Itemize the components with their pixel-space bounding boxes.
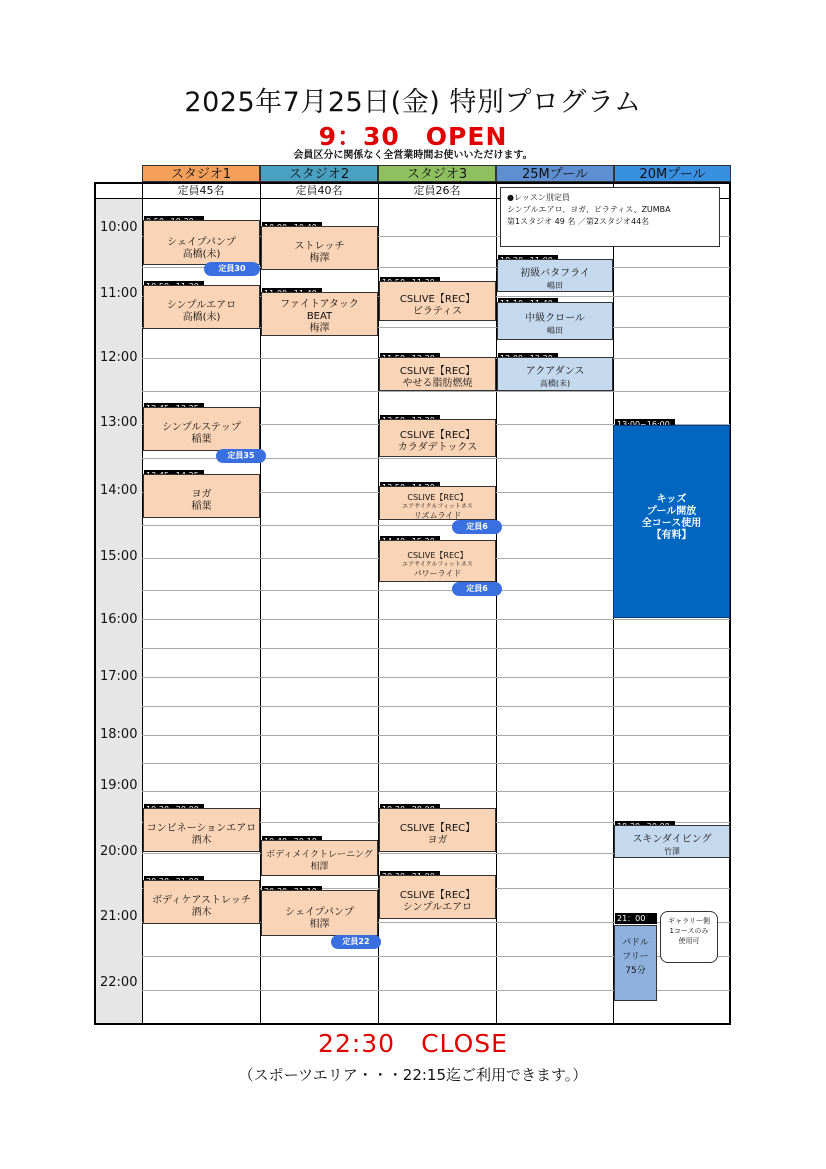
- class-name: CSLIVE【REC】: [407, 551, 468, 560]
- class-name: ストレッチ: [294, 241, 345, 252]
- class-block[interactable]: [143, 880, 260, 924]
- paddle-line: パドル: [622, 938, 649, 948]
- class-block[interactable]: [143, 285, 260, 329]
- capacity-studio2: 定員40名: [295, 184, 343, 197]
- hour-label: 14:00: [100, 483, 138, 498]
- hour-label: 20:00: [100, 844, 138, 859]
- column-header-studio3: スタジオ3: [378, 165, 496, 182]
- class-block[interactable]: [379, 419, 496, 457]
- class-name: CSLIVE【REC】: [399, 294, 476, 305]
- footer-note: （スポーツエリア・・・22:15迄ご利用できます。）: [238, 1066, 588, 1084]
- class-block[interactable]: [379, 281, 496, 321]
- page-title: 2025年7月25日(金) 特別プログラム: [184, 87, 642, 118]
- class-block[interactable]: [379, 875, 496, 919]
- class-instructor: 高橋(未): [182, 249, 221, 260]
- class-name: ボディメイクトレーニング: [266, 850, 373, 860]
- class-block[interactable]: [379, 486, 496, 520]
- class-block[interactable]: [379, 357, 496, 391]
- class-block[interactable]: [379, 540, 496, 582]
- grid-line: [142, 619, 730, 620]
- grid-line: [142, 677, 730, 678]
- capacity-studio1: 定員45名: [177, 184, 225, 197]
- lesson-capacity-note: [500, 187, 720, 247]
- class-block[interactable]: [261, 292, 378, 336]
- lesson-note-line: ●レッスン別定員: [507, 193, 570, 202]
- class-instructor: 稲葉: [191, 434, 212, 445]
- class-name: コンビネーションエアロ: [146, 823, 257, 834]
- class-block[interactable]: [143, 407, 260, 451]
- class-name: アクアダンス: [525, 366, 585, 377]
- class-subtitle: エアサイクルフィットネス: [402, 561, 473, 568]
- hour-label: 19:00: [100, 778, 138, 793]
- class-name: シンプルエアロ: [166, 300, 237, 311]
- grid-line: [142, 763, 730, 764]
- class-name: CSLIVE【REC】: [399, 823, 476, 834]
- class-block[interactable]: [497, 259, 613, 292]
- column-header-studio2: スタジオ2: [260, 165, 378, 182]
- time-column: [96, 198, 142, 1023]
- grid-line: [142, 706, 730, 707]
- class-time-tag: 21：00: [615, 913, 657, 924]
- hour-label: 13:00: [100, 415, 138, 430]
- class-instructor: 梅澤: [309, 253, 330, 264]
- class-block[interactable]: [261, 890, 378, 936]
- class-instructor: 竹澤: [664, 847, 680, 856]
- class-instructor: 高橋(未): [182, 312, 221, 323]
- paddle-free-block[interactable]: [614, 925, 657, 1001]
- class-block[interactable]: [261, 840, 378, 876]
- gallery-line: ギャラリー側: [668, 917, 710, 925]
- hour-label: 18:00: [100, 727, 138, 742]
- column-header-pool25: 25Mプール: [496, 165, 614, 182]
- hour-label: 16:00: [100, 612, 138, 627]
- hour-label: 21:00: [100, 909, 138, 924]
- paddle-line: フリー: [622, 952, 649, 962]
- class-name: シェイプパンプ: [167, 237, 236, 248]
- class-instructor: 嶋田: [547, 326, 563, 335]
- grid-line: [142, 391, 730, 392]
- class-instructor: 稲葉: [191, 501, 212, 512]
- hour-label: 11:00: [100, 286, 138, 301]
- capacity-badge: 定員6: [452, 582, 502, 596]
- open-time: 9：30 OPEN: [318, 122, 508, 151]
- capacity-studio3: 定員26名: [413, 184, 461, 197]
- class-name: CSLIVE【REC】: [399, 890, 476, 901]
- paddle-line: 75分: [625, 966, 646, 976]
- class-instructor: 嶋田: [547, 281, 563, 290]
- capacity-badge: 定員30: [204, 262, 260, 276]
- class-name: CSLIVE【REC】: [399, 430, 476, 441]
- class-name: CSLIVE【REC】: [399, 366, 476, 377]
- class-instructor: 酒木: [191, 907, 212, 918]
- class-instructor: ヨガ: [427, 835, 448, 846]
- class-instructor: 梅澤: [309, 323, 330, 334]
- class-instructor: ピラティス: [412, 306, 463, 317]
- hour-label: 15:00: [100, 549, 138, 564]
- class-name: シンプルステップ: [162, 422, 241, 433]
- class-instructor: シンプルエアロ: [402, 902, 473, 913]
- class-block[interactable]: [143, 474, 260, 518]
- grid-line: [142, 648, 730, 649]
- class-name: ボディケアストレッチ: [152, 895, 251, 906]
- column-header-pool20: 20Mプール: [614, 165, 731, 182]
- kids-line: 全コース使用: [641, 518, 702, 529]
- kids-pool-open-block[interactable]: [613, 425, 730, 618]
- kids-line: プール開放: [646, 506, 697, 517]
- class-name: CSLIVE【REC】: [407, 493, 468, 502]
- class-block[interactable]: [143, 808, 260, 852]
- class-instructor: 高橋(未): [539, 379, 571, 388]
- grid-line: [142, 735, 730, 736]
- capacity-badge: 定員35: [216, 449, 266, 463]
- class-instructor: 相澤: [310, 862, 329, 872]
- class-block[interactable]: [614, 825, 730, 858]
- grid-line: [142, 791, 730, 792]
- class-name: シェイプパンプ: [285, 907, 354, 918]
- close-time: 22:30 CLOSE: [318, 1029, 508, 1058]
- class-name: ヨガ: [191, 489, 212, 500]
- class-name: 初級バタフライ: [520, 268, 590, 279]
- class-subtitle: エアサイクルフィットネス: [402, 503, 473, 510]
- class-block[interactable]: [143, 220, 260, 265]
- gallery-line: 使用可: [678, 937, 700, 945]
- class-block[interactable]: [261, 226, 378, 270]
- class-block[interactable]: [379, 808, 496, 852]
- class-instructor: リズムライド: [413, 511, 462, 520]
- lesson-note-line: シンプルエアロ、ヨガ、ピラティス、ZUMBA: [507, 205, 671, 214]
- class-name: ファイトアタック: [280, 299, 359, 310]
- class-instructor: パワーライド: [413, 569, 462, 578]
- hour-label: 10:00: [100, 220, 138, 235]
- class-instructor: 相澤: [309, 919, 330, 930]
- kids-line: 【有料】: [651, 530, 692, 541]
- gallery-callout: [660, 911, 718, 963]
- column-header-studio1: スタジオ1: [142, 165, 260, 182]
- capacity-badge: 定員6: [452, 520, 502, 534]
- kids-line: キッズ: [656, 494, 687, 505]
- hour-label: 22:00: [100, 975, 138, 990]
- class-instructor: 酒木: [191, 835, 212, 846]
- hour-label: 12:00: [100, 350, 138, 365]
- class-instructor: やせる脂肪燃焼: [402, 378, 473, 389]
- class-instructor: カラダデトックス: [397, 442, 478, 453]
- capacity-badge: 定員22: [331, 935, 381, 949]
- class-name: 中級クロール: [525, 313, 585, 324]
- hour-label: 17:00: [100, 669, 138, 684]
- class-block[interactable]: [497, 302, 613, 340]
- lesson-note-line: 第1スタジオ 49 名 ／第2スタジオ44名: [507, 217, 650, 226]
- class-block[interactable]: [497, 357, 613, 391]
- gallery-line: 1コースのみ: [669, 927, 709, 935]
- class-subtitle: BEAT: [306, 311, 333, 322]
- class-name: スキンダイビング: [632, 834, 712, 845]
- notice-text: 会員区分に関係なく全営業時間お使いいただけます。: [293, 150, 533, 161]
